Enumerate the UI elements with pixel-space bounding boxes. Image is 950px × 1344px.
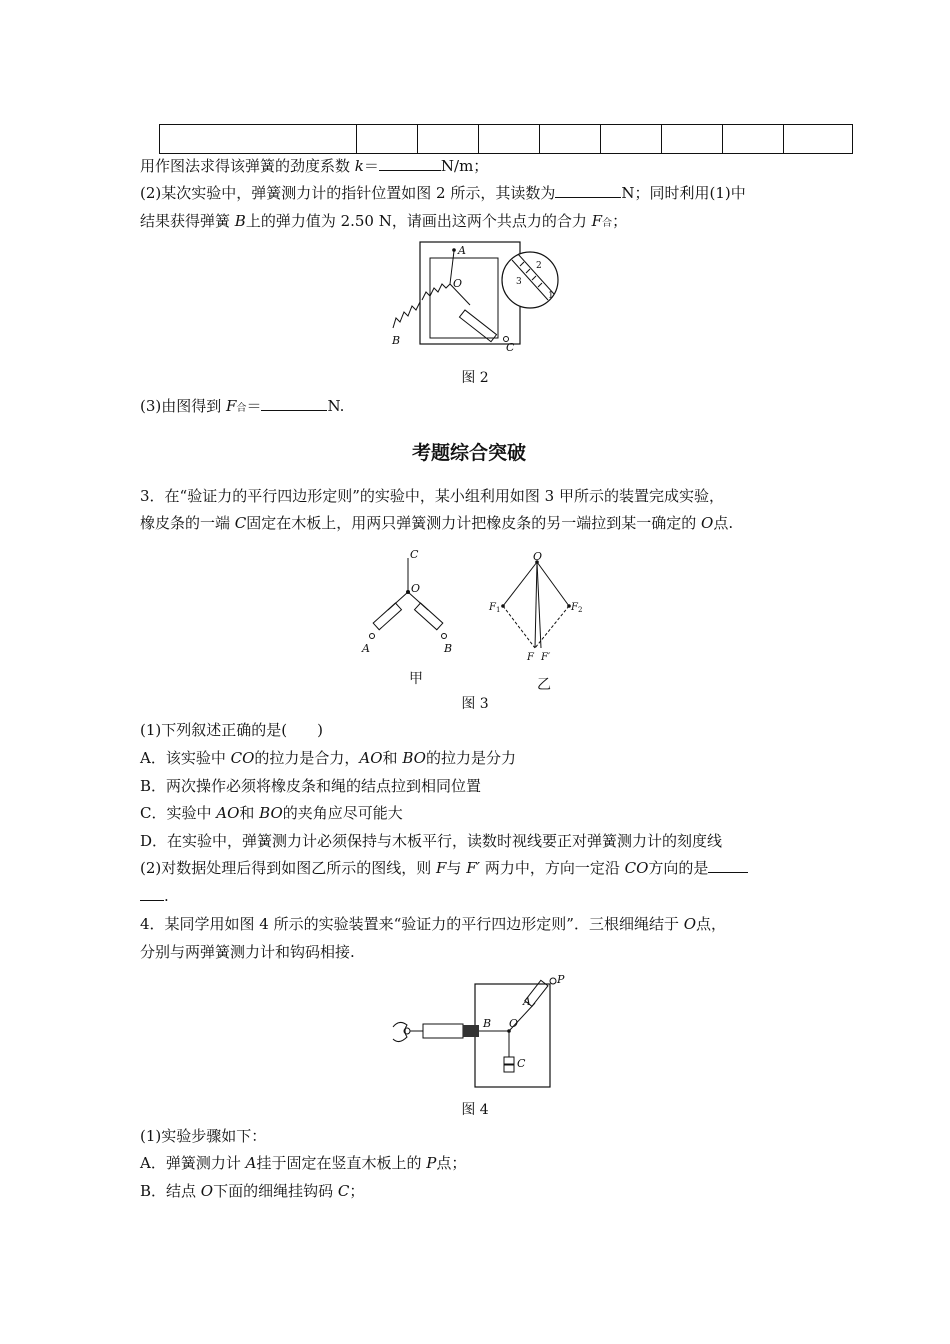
- q4-step-a: A．弹簧测力计 A挂于固定在竖直木板上的 P点；: [140, 1154, 467, 1172]
- q4-step-b: B．结点 O下面的细绳挂钩码 C；: [140, 1182, 365, 1200]
- figure-3-jia: [358, 548, 468, 658]
- fig3-label-O: O: [411, 582, 421, 595]
- fig3-label-Fp: F′: [541, 652, 551, 663]
- table-cell: [662, 125, 723, 154]
- fig2-caption: 图 2: [461, 370, 489, 386]
- answer-blank-k[interactable]: [379, 156, 441, 171]
- table-cell: [479, 125, 540, 154]
- q3-sub-1: (1)下列叙述正确的是( ): [140, 721, 323, 739]
- table-cell: [601, 125, 662, 154]
- q3-option-d[interactable]: D．在实验中，弹簧测力计必须保持与木板平行，读数时视线要正对弹簧测力计的刻度线: [140, 832, 723, 850]
- table-cell: [160, 125, 357, 154]
- fig3-label-F1-sub: 1: [496, 606, 501, 614]
- fig4-label-P: P: [557, 973, 565, 986]
- fig2-label-C: C: [506, 341, 515, 354]
- figure-4: [385, 975, 585, 1090]
- q3-stem-2: 橡皮条的一端 C固定在木板上，用两只弹簧测力计把橡皮条的另一端拉到某一确定的 O点.: [140, 514, 734, 532]
- q4-stem-2: 分别与两弹簧测力计和钩码相接.: [140, 943, 355, 961]
- fig2-label-n2: 2: [536, 261, 542, 271]
- fig3-label-C: C: [410, 548, 419, 561]
- section-title: 考题综合突破: [412, 442, 527, 464]
- fig3-label-F1: F: [489, 602, 496, 613]
- fig3-label-F: F: [527, 652, 534, 663]
- q2-line-3: 结果获得弹簧 B上的弹力值为 2.50 N，请画出这两个共点力的合力 F合；: [140, 212, 628, 230]
- data-table: [159, 124, 853, 154]
- q4-stem-1: 4．某同学用如图 4 所示的实验装置来“验证力的平行四边形定则”．三根细绳结于 O点，: [140, 915, 727, 933]
- fig2-label-n1: 1: [548, 291, 554, 301]
- q2-line-4: (3)由图得到 F合＝ N.: [140, 397, 345, 415]
- q3-sub-2: (2)对数据处理后得到如图乙所示的图线，则 F与 F′ 两力中，方向一定沿 CO方向的是: [140, 858, 748, 878]
- table-cell: [418, 125, 479, 154]
- fig3-label-jia: 甲: [409, 671, 423, 687]
- table-cell: [784, 125, 853, 154]
- q3-sub-2-cont: .: [140, 886, 169, 906]
- fig3-label-F2-sub: 2: [578, 606, 583, 614]
- q3-option-b[interactable]: B．两次操作必须将橡皮条和绳的结点拉到相同位置: [140, 777, 482, 795]
- answer-blank-reading[interactable]: [555, 183, 621, 198]
- fig2-label-A: A: [458, 244, 466, 257]
- figure-3-yi: [485, 548, 595, 666]
- fig3-label-F2: F: [571, 602, 578, 613]
- fig4-label-C: C: [517, 1057, 526, 1070]
- fig3-label-A: A: [362, 642, 370, 655]
- table-cell: [357, 125, 418, 154]
- fig4-label-B: B: [483, 1017, 492, 1030]
- q2-line-2: (2)某次实验中，弹簧测力计的指针位置如图 2 所示，其读数为 N；同时利用(1)中: [140, 184, 746, 202]
- answer-blank-resultant[interactable]: [261, 396, 327, 411]
- fig2-label-O: O: [453, 277, 463, 290]
- fig4-caption: 图 4: [461, 1102, 489, 1118]
- q3-option-c[interactable]: C．实验中 AO和 BO的夹角应尽可能大: [140, 804, 403, 822]
- fig3-label-yi: 乙: [537, 677, 551, 693]
- table-cell: [723, 125, 784, 154]
- answer-blank-direction[interactable]: [708, 858, 748, 873]
- q2-line-1: 用作图法求得该弹簧的劲度系数 k＝ N/m；: [140, 157, 489, 175]
- q3-stem-1: 3．在“验证力的平行四边形定则”的实验中，某小组利用如图 3 甲所示的装置完成实验，: [140, 487, 724, 505]
- fig4-label-A: A: [523, 995, 531, 1008]
- fig3-label-O2: O: [533, 550, 543, 563]
- fig4-label-O: O: [509, 1017, 519, 1030]
- answer-blank-direction-cont[interactable]: [140, 886, 164, 901]
- figure-2: [390, 240, 570, 355]
- fig3-label-B: B: [444, 642, 453, 655]
- table-cell: [540, 125, 601, 154]
- q3-option-a[interactable]: A．该实验中 CO的拉力是合力，AO和 BO的拉力是分力: [140, 749, 516, 767]
- fig3-caption: 图 3: [461, 696, 489, 712]
- q4-sub-1: (1)实验步骤如下：: [140, 1127, 267, 1145]
- fig2-label-n3: 3: [516, 277, 522, 287]
- fig2-label-B: B: [392, 334, 401, 347]
